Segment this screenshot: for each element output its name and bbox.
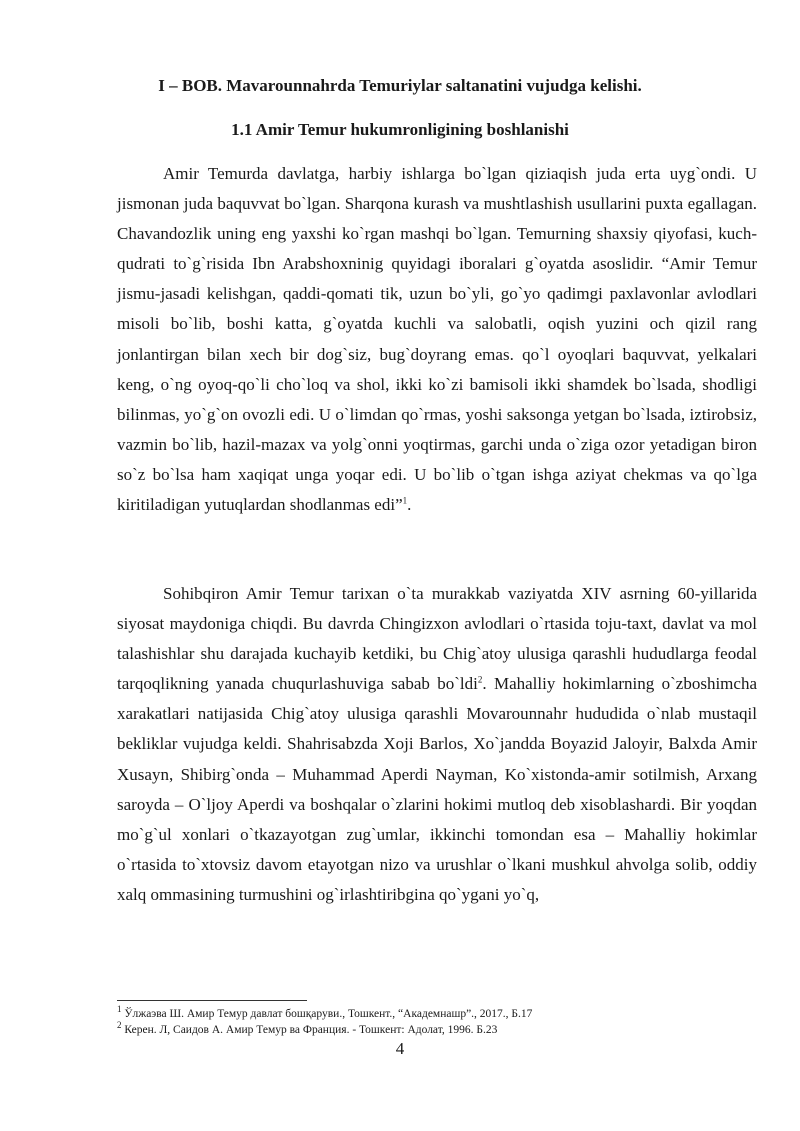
footnote-ref: 1 [402,495,408,506]
paragraph-text: Amir Temurda davlatga, harbiy ishlarga bo`lgan qiziaqish juda erta uyg`ondi. U jismonan juda baquvvat bo`lgan. Sharqona kurash va mushtlashish usullarini puxta egallagan. Chavandozlik uning eng yaxshi ko`rgan mashqi bo`lgan. Temurning shaxsiy qiyofasi, kuch-qudrati to`g`risida Ibn Arabshoxninig quyidagi iboralari g`oyatda asoslidir. “Amir Temur jismu-jasadi kelishgan, qaddi-qomati tik, uzun bo`yli, go`yo qadimgi paxlavonlar avlodlari misoli bo`lib, boshi katta, g`oyatda kuchli va salobatli, oqish yuzini och qizil rang jonlantirgan bilan xech bir dog`siz, bug`doyrang emas. qo`l oyoqlari baquvvat, yelkalari keng, o`ng oyoq-qo`li cho`loq va shol, ikki ko`zi bamisoli ikki shamdek bo`lsada, shodligi bilinmas, yo`g`on ovozli edi. U o`limdan qo`rmas, yoshi saksonga yetgan bo`lsada, iztirobsiz, vazmin bo`lib, hazil-mazax va yolg`onni yoqtirmas, garchi unda o`ziga ozor yetadigan biron so`z bo`lsa ham xaqiqat unga yoqar edi. U bo`lib o`tgan ishga aziyat chekmas va qo`lga kiritiladigan yutuqlardan shodlanmas edi” [117,164,757,515]
paragraph-text: Sohibqiron Amir Temur tarixan o`ta murakkab vaziyatda XIV asrning 60-yillarida siyosat maydoniga chiqdi. Bu davrda Chingizxon avlodlari o`rtasida toju-taxt, davlat va mol talashishlar shu darajada kuchayib ketdiki, bu Chig`atoy ulusiga qarashli hududlarga feodal tarqoqlikning yanada chuqurlashuviga sabab bo`ldi [117,584,757,694]
body-paragraph [117,579,757,910]
footnotes [117,1006,757,1038]
paragraph-text-continued: . Mahalliy hokimlarning o`zboshimcha xarakatlari natijasida Chig`atoy ulusiga qarashli Movarounnahr hududida o`nlab mustaqil bekliklar vujudga keldi. Shahrisabzda Xoji Barlos, Xo`jandda Boyazid Jaloyir, Balxda Amir Xusayn, Shibirg`onda – Muhammad Aperdi Nayman, Ko`xistonda-amir sotilmish, Arxang saroyda – O`ljoy Aperdi va boshqalar o`zlarini hokimi mutloq deb xisoblashardi. Bir yoqdan mo`g`ul xonlari o`tkazayotgan zug`umlar, ikkinchi tomondan esa – Mahalliy hokimlar o`rtasida to`xtovsiz davom etayotgan nizo va urushlar o`lkani mushkul ahvolga solib, oddiy xalq ommasining turmushini og`irlashtiribgina qo`ygani yo`q, [117,674,757,904]
footnote-number: 1 [117,1004,122,1015]
body-paragraph-1-block [117,159,757,520]
footnote [117,1006,757,1022]
footnote-divider [117,1000,307,1001]
page-number: 4 [395,1039,405,1058]
footnote-text: Керен. Л, Саидов А. Амир Темур ва Франция. - Тошкент: Адолат, 1996. Б.23 [124,1024,498,1036]
paragraph-end: . [407,495,412,515]
footnote-text: Ўлжаэва Ш. Амир Темур давлат бошқаруви., Тошкент., “Академнашр”., 2017., Б.17 [124,1008,533,1020]
section-title: 1.1 Amir Temur hukumronligining boshlanishi [231,120,569,139]
footnote-number: 2 [117,1020,122,1031]
body-paragraph-2-block [117,579,757,910]
body-paragraph [117,159,757,520]
footnote-ref: 2 [477,674,483,685]
footnote [117,1022,757,1038]
chapter-title: I – BOB. Mavarounnahrda Temuriylar saltanatini vujudga kelishi. [158,76,642,95]
